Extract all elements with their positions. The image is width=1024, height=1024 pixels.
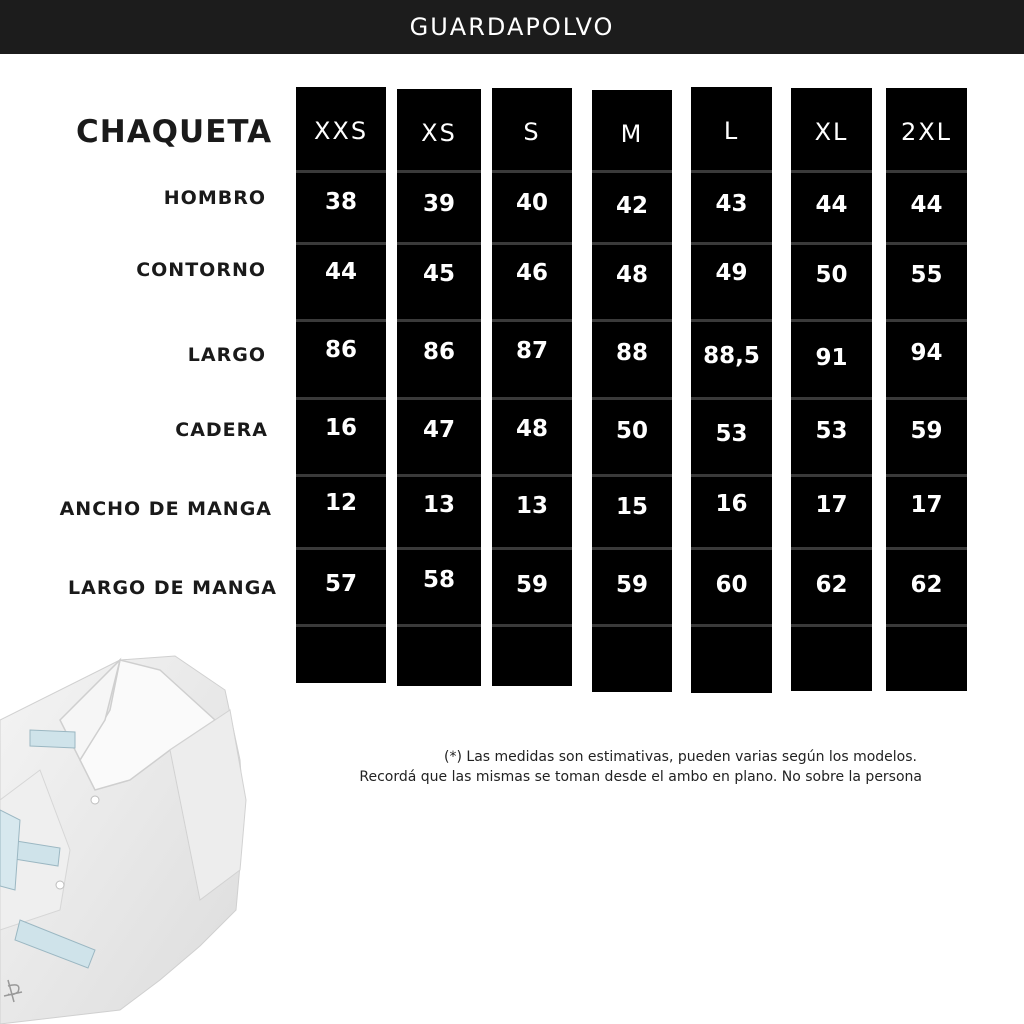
table-cell: 44 (324, 259, 357, 285)
table-cell: 13 (422, 492, 455, 518)
table-cell: 42 (615, 193, 648, 219)
table-cell: 45 (422, 261, 455, 287)
row-label-ancho-de-manga: ANCHO DE MANGA (59, 498, 272, 520)
table-cell: 38 (324, 189, 357, 215)
size-header: XL (814, 118, 849, 146)
table-cell: 44 (910, 192, 943, 218)
table-cell: 40 (515, 190, 548, 216)
table-cell: 62 (815, 572, 848, 598)
size-column-m (592, 90, 672, 692)
size-header: XXS (313, 117, 369, 145)
table-cell: 50 (615, 418, 648, 444)
table-cell: 48 (615, 262, 648, 288)
measurement-note: Recordá que las mismas se toman desde el ambo en plano. No sobre la persona (359, 769, 922, 785)
row-label-contorno: CONTORNO (136, 259, 266, 281)
size-column-xl (791, 88, 872, 691)
table-cell: 15 (615, 494, 648, 520)
table-cell: 46 (515, 260, 548, 286)
table-cell: 87 (515, 338, 548, 364)
table-cell: 91 (815, 345, 848, 371)
header-bar (0, 0, 1024, 54)
table-cell: 86 (422, 339, 455, 365)
table-cell: 17 (910, 492, 943, 518)
header-title: GUARDAPOLVO (409, 13, 615, 41)
table-cell: 58 (422, 567, 455, 593)
table-cell: 16 (715, 491, 748, 517)
size-column-xxs (296, 87, 386, 683)
jacket-image (0, 650, 250, 1024)
table-cell: 39 (422, 191, 455, 217)
table-cell: 88 (615, 340, 648, 366)
size-header: M (620, 120, 644, 148)
table-cell: 59 (615, 572, 648, 598)
size-column-xs (397, 89, 481, 686)
disclaimer-note: (*) Las medidas son estimativas, pueden varias según los modelos. (444, 749, 917, 765)
size-header: L (723, 117, 740, 145)
table-cell: 88,5 (703, 343, 760, 369)
table-cell: 59 (515, 572, 548, 598)
table-cell: 49 (715, 260, 748, 286)
size-header: S (523, 118, 541, 146)
row-label-largo: LARGO (187, 344, 266, 366)
row-label-hombro: HOMBRO (163, 187, 266, 209)
table-cell: 50 (815, 262, 848, 288)
table-cell: 44 (815, 192, 848, 218)
size-header: 2XL (900, 118, 953, 146)
table-cell: 60 (715, 572, 748, 598)
table-cell: 53 (815, 418, 848, 444)
table-cell: 55 (910, 262, 943, 288)
table-cell: 13 (515, 493, 548, 519)
table-cell: 86 (324, 337, 357, 363)
table-cell: 16 (324, 415, 357, 441)
table-cell: 43 (715, 191, 748, 217)
table-cell: 17 (815, 492, 848, 518)
table-cell: 94 (910, 340, 943, 366)
row-label-cadera: CADERA (175, 419, 268, 441)
table-cell: 62 (910, 572, 943, 598)
table-cell: 59 (910, 418, 943, 444)
table-cell: 57 (324, 571, 357, 597)
table-cell: 47 (422, 417, 455, 443)
size-column-2xl (886, 88, 967, 691)
table-cell: 48 (515, 416, 548, 442)
table-cell: 12 (324, 490, 357, 516)
table-cell: 53 (715, 421, 748, 447)
size-column-l (691, 87, 772, 693)
size-column-s (492, 88, 572, 686)
table-title: CHAQUETA (76, 114, 273, 150)
row-label-largo-de-manga: LARGO DE MANGA (68, 577, 277, 599)
size-header: XS (421, 119, 457, 147)
